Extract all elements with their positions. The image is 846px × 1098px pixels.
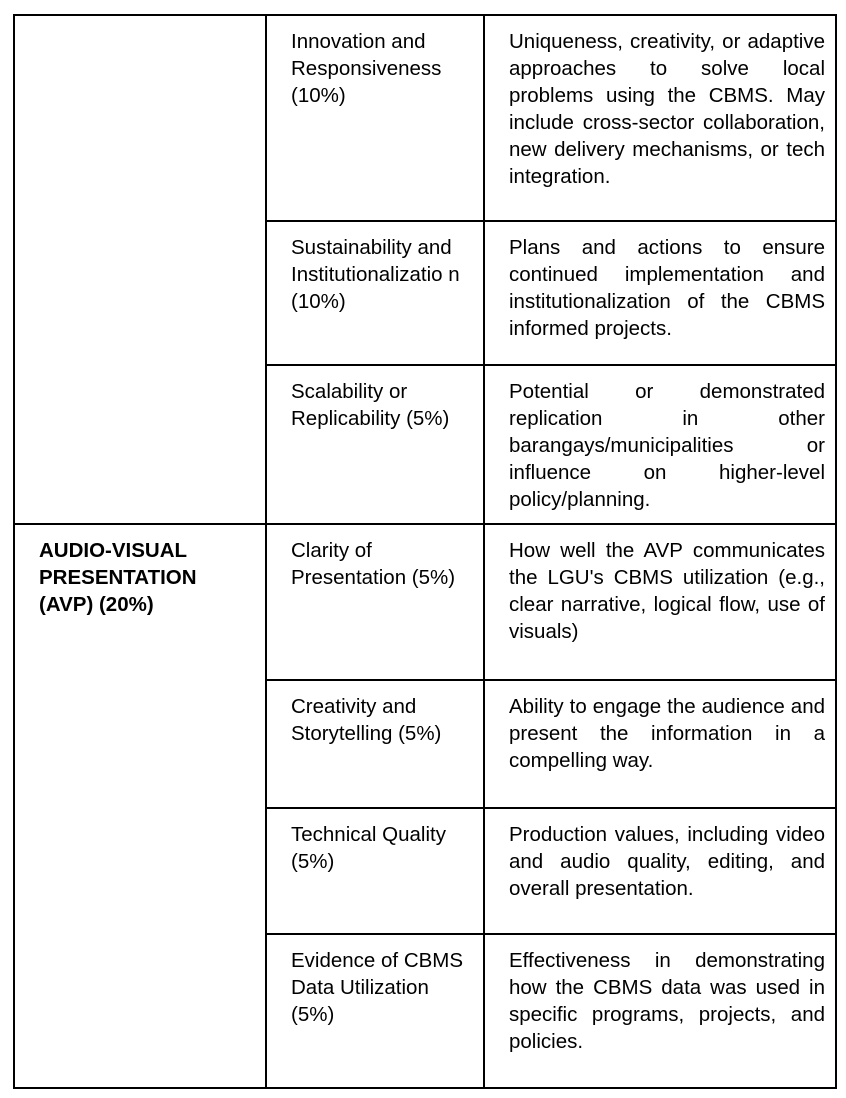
description-cell: Potential or demonstrated replication in other barangays/municipalities or influence on higher-level policy/planning.	[484, 365, 836, 524]
criterion-cell: Scalability or Replicability (5%)	[266, 365, 484, 524]
criterion-cell: Sustainability and Institutionalizatio n (10%)	[266, 221, 484, 365]
criterion-cell: Clarity of Presentation (5%)	[266, 524, 484, 680]
criteria-table	[13, 14, 837, 1089]
description-cell: How well the AVP communicates the LGU's CBMS utilization (e.g., clear narrative, logical flow, use of visuals)	[484, 524, 836, 680]
description-cell: Production values, including video and audio quality, editing, and overall presentation.	[484, 808, 836, 934]
description-cell: Plans and actions to ensure continued implementation and institutionalization of the CBMS informed projects.	[484, 221, 836, 365]
criterion-cell: Creativity and Storytelling (5%)	[266, 680, 484, 808]
table-row	[14, 15, 836, 221]
category-cell-empty	[14, 15, 266, 524]
criterion-cell: Evidence of CBMS Data Utilization (5%)	[266, 934, 484, 1088]
criterion-cell: Innovation and Responsiveness (10%)	[266, 15, 484, 221]
table-row	[14, 524, 836, 680]
criterion-cell: Technical Quality (5%)	[266, 808, 484, 934]
description-cell: Ability to engage the audience and present the information in a compelling way.	[484, 680, 836, 808]
description-cell: Effectiveness in demonstrating how the CBMS data was used in specific programs, projects, and policies.	[484, 934, 836, 1088]
category-cell	[14, 524, 266, 1088]
category-label: AUDIO-VISUAL PRESENTATION (AVP) (20%)	[39, 539, 197, 616]
description-cell: Uniqueness, creativity, or adaptive approaches to solve local problems using the CBMS. May include cross-sector collaboration, new delivery mechanisms, or tech integration.	[484, 15, 836, 221]
